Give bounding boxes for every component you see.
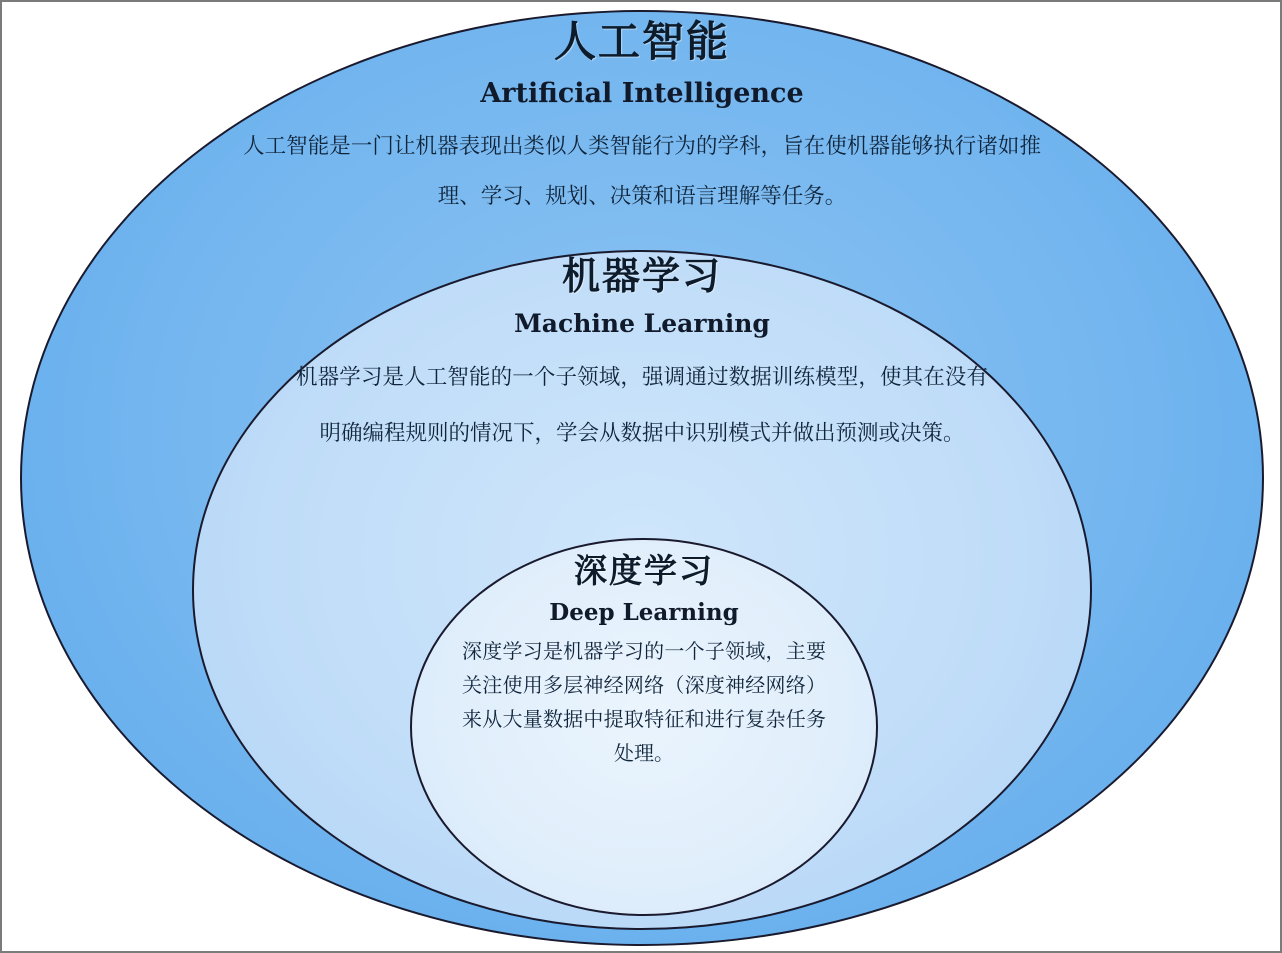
- ai-description: 人工智能是一门让机器表现出类似人类智能行为的学科，旨在使机器能够执行诸如推理、学习、规划、决策和语言理解等任务。: [243, 134, 1041, 209]
- dl-title-en: Deep Learning: [549, 599, 739, 626]
- ai-title-cn: 人工智能: [553, 17, 730, 66]
- ai-title-en: Artificial Intelligence: [480, 78, 804, 109]
- ml-title-en: Machine Learning: [514, 309, 770, 338]
- dl-text-group: [420, 550, 868, 770]
- dl-description: 深度学习是机器学习的一个子领域，主要关注使用多层神经网络（深度神经网络）来从大量数据中提取特征和进行复杂任务处理。: [462, 639, 826, 765]
- ml-text-group: [238, 252, 1046, 462]
- ml-title-cn: 机器学习: [561, 254, 722, 298]
- ai-text-group: [133, 16, 1151, 222]
- dl-title-cn: 深度学习: [574, 551, 714, 590]
- ml-description: 机器学习是人工智能的一个子领域，强调通过数据训练模型，使其在没有明确编程规则的情况下，学会从数据中识别模式并做出预测或决策。: [296, 365, 988, 446]
